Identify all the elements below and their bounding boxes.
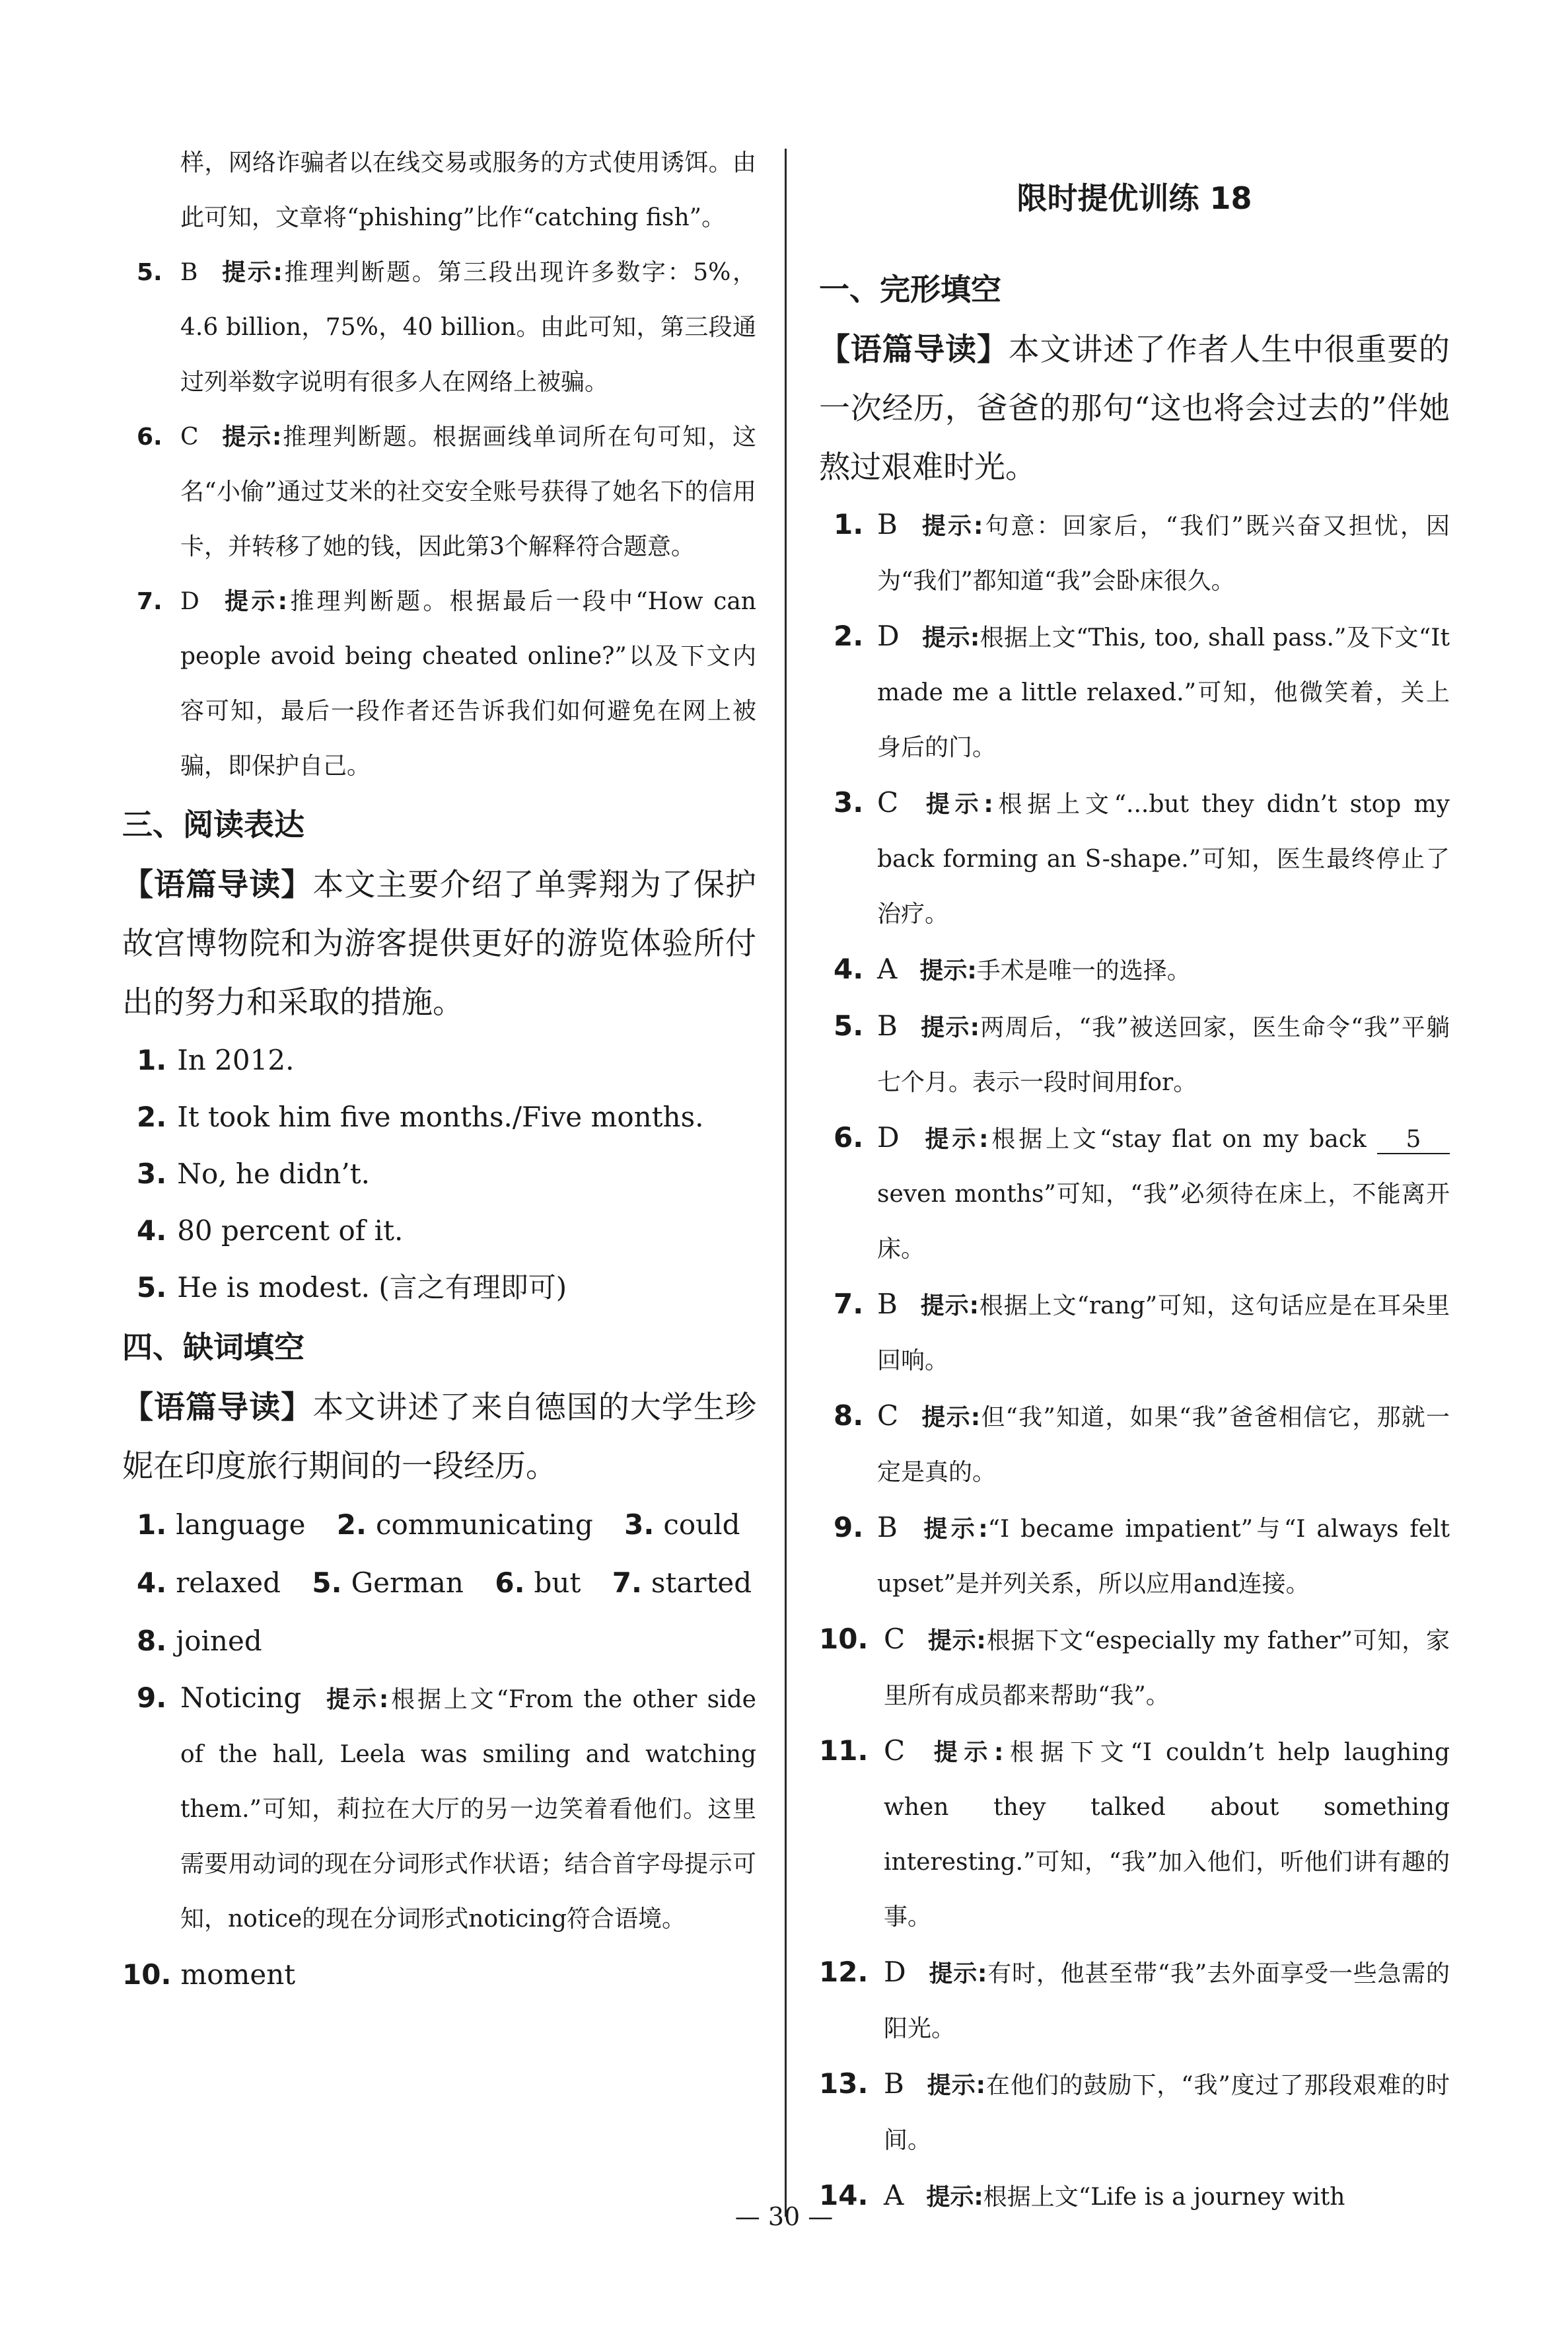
left-column [122, 135, 756, 2003]
word-fill-row-2: 4. relaxed 5. German 6. but 7. started [137, 1567, 752, 1599]
cloze-item-6: 6. D 提示:根据上文“stay flat on my back 5 seven months”可知，“我”必须待在床上，不能离开床。 [834, 1121, 1450, 1263]
reading-answer-4: 4. 80 percent of it. [137, 1214, 404, 1247]
answer-item-5: 5. B 提示:推理判断题。第三段出现许多数字：5%，4.6 billion，75%，40 billion。由此可知，第三段通过列举数字说明有很多人在网络上被骗。 [137, 259, 756, 396]
cloze-item-11: 11. C 提示:根据下文“I couldn’t help laughing when they talked about something interesting.”可知，“我”加入他们，听他们讲有趣的事。 [819, 1734, 1450, 1931]
cloze-item-5: 5. B 提示:两周后，“我”被送回家，医生命令“我”平躺七个月。表示一段时间用for。 [834, 1010, 1450, 1096]
cloze-item-9: 9. B 提示:“I became impatient”与“I always felt upset”是并列关系，所以应用and连接。 [834, 1511, 1450, 1598]
cloze-item-13: 13. B 提示:在他们的鼓励下，“我”度过了那段艰难的时间。 [819, 2067, 1450, 2154]
cloze-item-4: 4. A 提示:手术是唯一的选择。 [834, 953, 1191, 985]
cloze-item-8: 8. C 提示:但“我”知道，如果“我”爸爸相信它，那就一定是真的。 [834, 1399, 1450, 1486]
section-heading-word-fill: 四、缺词填空 [122, 1329, 304, 1365]
cloze-item-12: 12. D 提示:有时，他甚至带“我”去外面享受一些急需的阳光。 [819, 1956, 1450, 2042]
section-heading-cloze: 一、完形填空 [819, 272, 1001, 307]
cloze-item-10: 10. C 提示:根据下文“especially my father”可知，家里所有成员都来帮助“我”。 [819, 1623, 1450, 1709]
cloze-item-1: 1. B 提示:句意：回家后，“我们”既兴奋又担忧，因为“我们”都知道“我”会卧床很久。 [834, 508, 1450, 595]
page-title: 限时提优训练 18 [1016, 180, 1252, 216]
answer-item-7: 7. D 提示:推理判断题。根据最后一段中“How can people avoid being cheated online?”以及下文内容可知，最后一段作者还告诉我们如何避免在网上被骗，即保护自己。 [137, 588, 756, 780]
section-heading-reading-expression: 三、阅读表达 [122, 807, 304, 842]
reading-answer-1: 1. In 2012. [137, 1044, 295, 1076]
section1-lead: 【语篇导读】本文讲述了作者人生中很重要的一次经历，爸爸的那句“这也将会过去的”伴她熬过艰难时光。 [819, 332, 1450, 486]
section3-lead: 【语篇导读】本文主要介绍了单霁翔为了保护故宫博物院和为游客提供更好的游览体验所付出的努力和采取的措施。 [122, 867, 757, 1021]
word-fill-answers [122, 1496, 756, 1670]
answer-item-6: 6. C 提示:推理判断题。根据画线单词所在句可知，这名“小偷”通过艾米的社交安全账号获得了她名下的信用卡，并转移了她的钱，因此第3个解释符合题意。 [137, 424, 756, 560]
page-number: — 30 — [734, 2202, 834, 2231]
reading-answer-5: 5. He is modest. (言之有理即可) [137, 1271, 567, 1304]
reading-answer-2: 2. It took him five months./Five months. [137, 1101, 704, 1133]
word-fill-item-9: 9. Noticing 提示:根据上文“From the other side of the hall, Leela was smiling and watching them.”可知，莉拉在大厅的另一边笑着看他们。这里需要用动词的现在分词形式作状语；结合首字母提示可知，notice的现在分词形式noticing符合语境。 [137, 1681, 756, 1933]
section4-lead: 【语篇导读】本文讲述了来自德国的大学生珍妮在印度旅行期间的一段经历。 [122, 1389, 757, 1485]
word-fill-row-3: 8. joined [137, 1625, 262, 1657]
reading-answer-3: 3. No, he didn’t. [137, 1158, 371, 1190]
cloze-item-14: 14. A 提示:根据上文“Life is a journey with [819, 2179, 1345, 2211]
column-divider [785, 149, 787, 2217]
cloze-item-3: 3. C 提示:根据上文“...but they didn’t stop my back forming an S-shape.”可知，医生最终停止了治疗。 [834, 786, 1450, 928]
cloze-item-2: 2. D 提示:根据上文“This, too, shall pass.”及下文“It made me a little relaxed.”可知，他微笑着，关上身后的门。 [834, 620, 1450, 761]
blank-5: 5 [1377, 1126, 1450, 1154]
word-fill-item-10: 10. moment [122, 1958, 296, 1991]
word-fill-row-1: 1. language 2. communicating 3. could [137, 1508, 740, 1541]
continuation-text: 样，网络诈骗者以在线交易或服务的方式使用诱饵。由此可知，文章将“phishing”比作“catching fish”。 [180, 149, 756, 231]
right-column [819, 135, 1450, 2225]
cloze-item-7: 7. B 提示:根据上文“rang”可知，这句话应是在耳朵里回响。 [834, 1288, 1450, 1374]
